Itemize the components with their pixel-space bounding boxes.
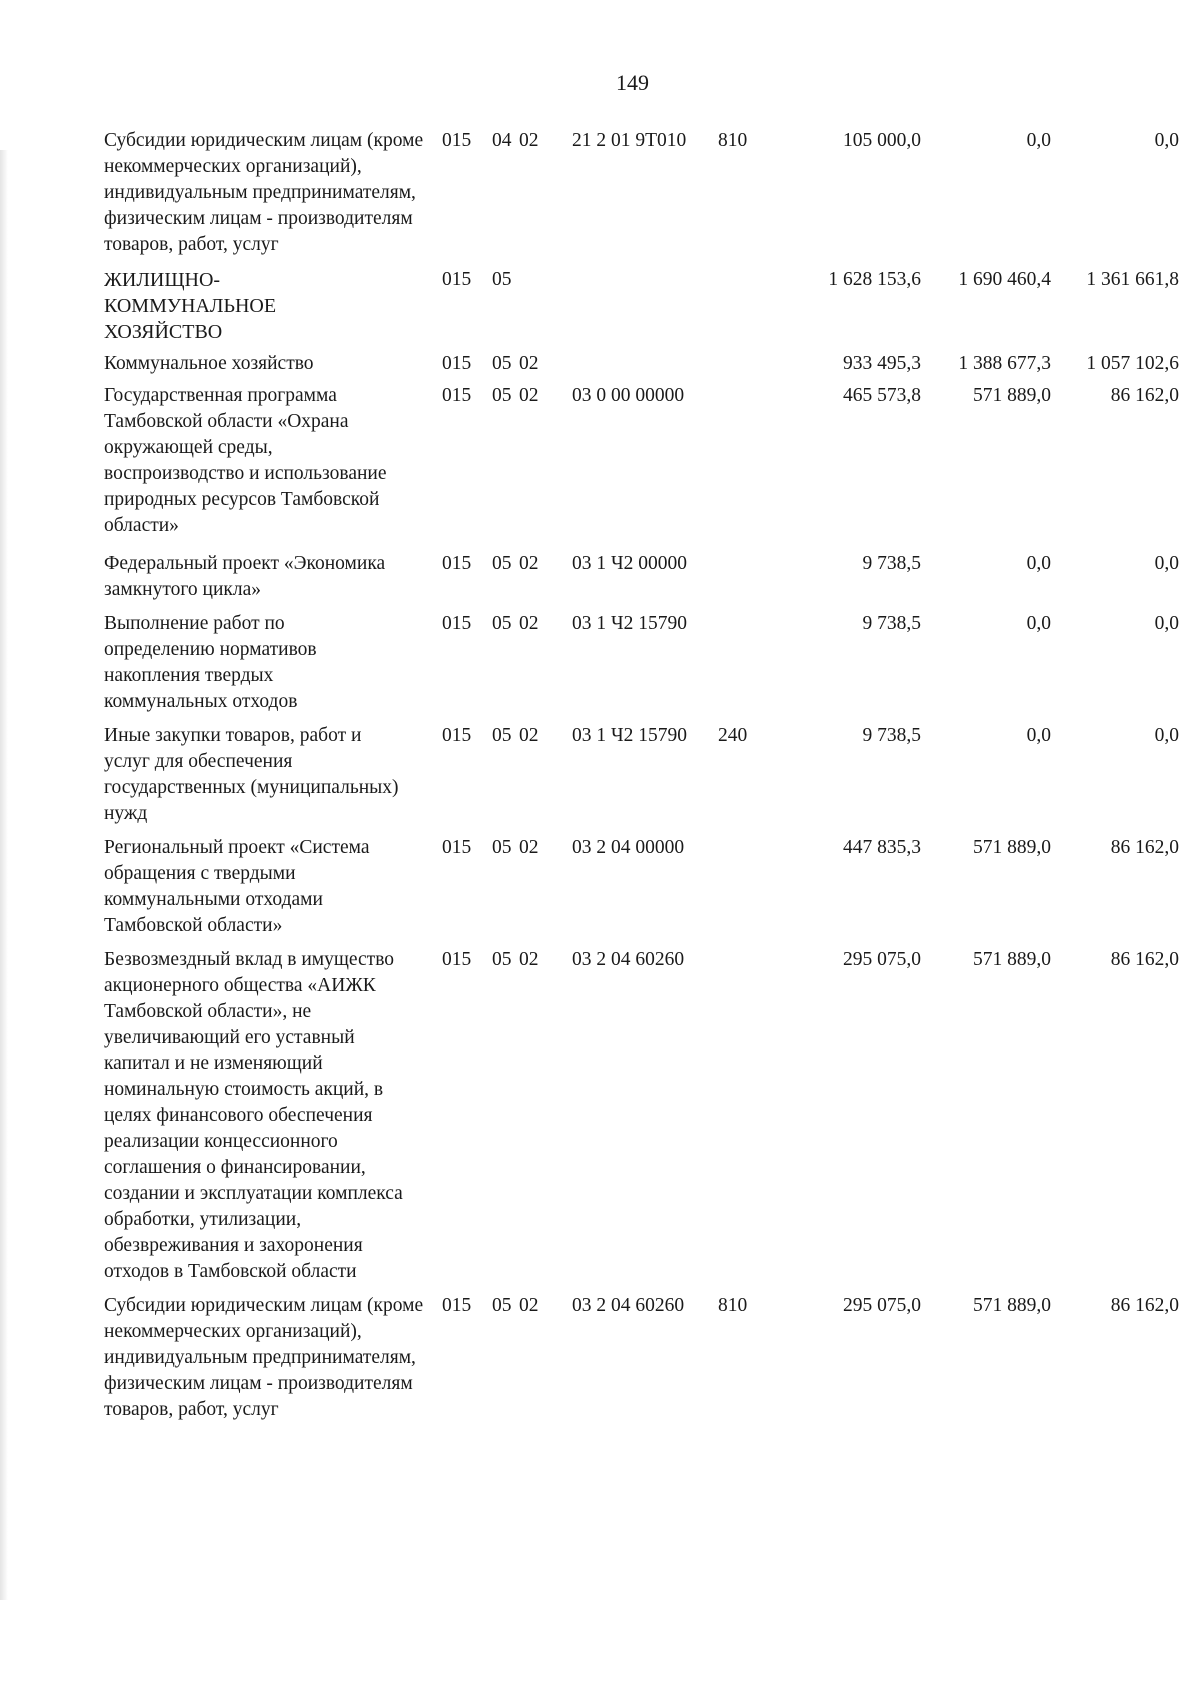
row-year3-amount: 0,0 (1154, 725, 1179, 746)
row-subsection: 02 (519, 385, 539, 406)
table-row (104, 723, 1179, 827)
row-section: 04 (492, 130, 512, 151)
row-name: Региональный проект «Система обращения с твердыми коммунальными отходами Тамбовской области» (104, 837, 370, 936)
row-year3-amount: 0,0 (1154, 553, 1179, 574)
row-target: 03 1 Ч2 15790 (572, 613, 688, 634)
row-year1-amount: 933 495,3 (843, 353, 921, 374)
row-year3-amount: 86 162,0 (1110, 949, 1179, 970)
row-target: 03 2 04 00000 (572, 837, 685, 858)
table-row (104, 947, 1179, 1285)
row-year3-amount: 86 162,0 (1110, 1295, 1179, 1316)
scan-edge-shadow (0, 150, 8, 1600)
page-number: 149 (616, 70, 649, 95)
row-name: Государственная программа Тамбовской области «Охрана окружающей среды, воспроизводство и использование природных ресурсов Тамбовской области» (104, 385, 387, 536)
table-row (104, 351, 1179, 377)
row-year3-amount: 1 057 102,6 (1086, 353, 1179, 374)
table-row (104, 835, 1179, 939)
row-name: Субсидии юридическим лицам (кроме некоммерческих организаций), индивидуальным предпринимателям, физическим лицам - производителям товаров, работ, услуг (104, 130, 424, 255)
row-name: Безвозмездный вклад в имущество акционерного общества «АИЖК Тамбовской области», не увеличивающий его уставный капитал и не изменяющий номинальную стоимость акций, в целях финансового обеспечения реализации концессионного соглашения о финансировании, создании и эксплуатации комплекса обработки, утилизации, обезвреживания и захоронения отходов в Тамбовской области (104, 949, 403, 1282)
row-year2-amount: 1 388 677,3 (958, 353, 1051, 374)
row-year1-amount: 105 000,0 (843, 130, 921, 151)
row-code: 015 (442, 949, 472, 970)
table-row (104, 267, 1179, 345)
row-name: ЖИЛИЩНО-КОММУНАЛЬНОЕ ХОЗЯЙСТВО (104, 269, 277, 343)
row-expense-type: 240 (718, 725, 748, 746)
row-expense-type: 810 (718, 130, 748, 151)
row-subsection: 02 (519, 130, 539, 151)
row-code: 015 (442, 553, 472, 574)
row-subsection: 02 (519, 553, 539, 574)
row-year1-amount: 295 075,0 (843, 1295, 921, 1316)
row-expense-type: 810 (718, 1295, 748, 1316)
row-year1-amount: 9 738,5 (862, 613, 921, 634)
row-code: 015 (442, 385, 472, 406)
row-code: 015 (442, 353, 472, 374)
row-year1-amount: 465 573,8 (843, 385, 921, 406)
row-target: 03 2 04 60260 (572, 1295, 685, 1316)
row-year2-amount: 1 690 460,4 (958, 269, 1051, 290)
row-section: 05 (492, 269, 512, 290)
row-subsection: 02 (519, 1295, 539, 1316)
row-code: 015 (442, 130, 472, 151)
table-row (104, 128, 1179, 258)
table-row (104, 383, 1179, 539)
row-name: Выполнение работ по определению нормативов накопления твердых коммунальных отходов (104, 613, 317, 712)
row-year2-amount: 571 889,0 (973, 385, 1051, 406)
row-year3-amount: 0,0 (1154, 130, 1179, 151)
row-subsection: 02 (519, 837, 539, 858)
table-row (104, 611, 1179, 715)
row-year3-amount: 1 361 661,8 (1086, 269, 1179, 290)
row-subsection: 02 (519, 949, 539, 970)
row-code: 015 (442, 725, 472, 746)
row-name: Коммунальное хозяйство (104, 353, 314, 374)
row-name: Иные закупки товаров, работ и услуг для обеспечения государственных (муниципальных) нужд (104, 725, 399, 824)
row-subsection: 02 (519, 725, 539, 746)
row-section: 05 (492, 353, 512, 374)
row-year3-amount: 86 162,0 (1110, 837, 1179, 858)
row-section: 05 (492, 725, 512, 746)
row-target: 03 0 00 00000 (572, 385, 685, 406)
row-code: 015 (442, 837, 472, 858)
row-year3-amount: 0,0 (1154, 613, 1179, 634)
row-section: 05 (492, 613, 512, 634)
row-year2-amount: 571 889,0 (973, 949, 1051, 970)
row-year2-amount: 0,0 (1026, 725, 1051, 746)
row-code: 015 (442, 613, 472, 634)
row-code: 015 (442, 1295, 472, 1316)
row-year1-amount: 1 628 153,6 (828, 269, 921, 290)
row-year1-amount: 295 075,0 (843, 949, 921, 970)
row-year3-amount: 86 162,0 (1110, 385, 1179, 406)
row-section: 05 (492, 837, 512, 858)
row-year2-amount: 571 889,0 (973, 1295, 1051, 1316)
table-row (104, 551, 1179, 603)
row-target: 03 1 Ч2 00000 (572, 553, 688, 574)
row-subsection: 02 (519, 353, 539, 374)
row-section: 05 (492, 553, 512, 574)
table-row (104, 1293, 1179, 1423)
row-year1-amount: 9 738,5 (862, 553, 921, 574)
row-year1-amount: 447 835,3 (843, 837, 921, 858)
row-target: 21 2 01 9Т010 (572, 130, 687, 151)
row-name: Субсидии юридическим лицам (кроме некоммерческих организаций), индивидуальным предпринимателям, физическим лицам - производителям товаров, работ, услуг (104, 1295, 424, 1420)
row-year2-amount: 571 889,0 (973, 837, 1051, 858)
row-name: Федеральный проект «Экономика замкнутого цикла» (104, 553, 386, 600)
row-code: 015 (442, 269, 472, 290)
budget-table (104, 128, 1179, 1423)
row-section: 05 (492, 1295, 512, 1316)
row-year2-amount: 0,0 (1026, 130, 1051, 151)
row-target: 03 2 04 60260 (572, 949, 685, 970)
row-year2-amount: 0,0 (1026, 613, 1051, 634)
row-section: 05 (492, 385, 512, 406)
row-subsection: 02 (519, 613, 539, 634)
row-year1-amount: 9 738,5 (862, 725, 921, 746)
row-target: 03 1 Ч2 15790 (572, 725, 688, 746)
row-section: 05 (492, 949, 512, 970)
row-year2-amount: 0,0 (1026, 553, 1051, 574)
